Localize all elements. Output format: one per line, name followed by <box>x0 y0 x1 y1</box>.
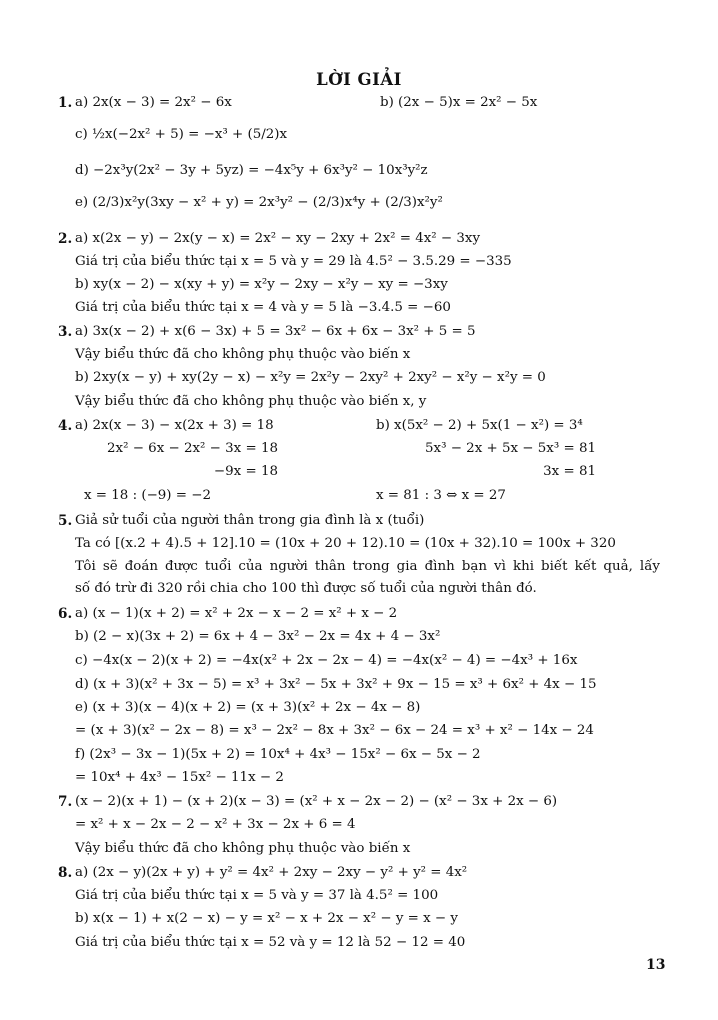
solution-line: Tôi sẽ đoán được tuổi của người thân trong gia đình bạn vì khi biết kết quả, lấy <box>75 559 660 574</box>
page-number: 13 <box>646 957 666 973</box>
solution-line: c) ½x(−2x² + 5) = −x³ + (5/2)x <box>75 127 288 142</box>
solution-line: Ta có [(x.2 + 4).5 + 12].10 = (10x + 20 + 12).10 = (10x + 32).10 = 100x + 320 <box>75 536 616 551</box>
solution-line: b) xy(x − 2) − x(xy + y) = x²y − 2xy − x²y − xy = −3xy <box>75 277 448 292</box>
solution-line: = x² + x − 2x − 2 − x² + 3x − 2x + 6 = 4 <box>75 817 356 832</box>
solution-line: a) 2x(x − 3) = 2x² − 6x <box>75 95 232 110</box>
solution-line: a) 2x(x − 3) − x(2x + 3) = 18 <box>75 418 274 433</box>
solution-line: a) 3x(x − 2) + x(6 − 3x) + 5 = 3x² − 6x + 6x − 3x² + 5 = 5 <box>75 324 476 339</box>
solution-line: a) (2x − y)(2x + y) + y² = 4x² + 2xy − 2xy − y² + y² = 4x² <box>75 865 468 880</box>
problem-number: 8. <box>58 865 73 881</box>
solution-line: Giá trị của biểu thức tại x = 52 và y = 12 là 52 − 12 = 40 <box>75 935 466 950</box>
solution-line: Vậy biểu thức đã cho không phụ thuộc vào biến x <box>75 347 411 362</box>
solution-line: 2x² − 6x − 2x² − 3x = 18 <box>107 441 278 456</box>
solution-line: b) x(5x² − 2) + 5x(1 − x²) = 3⁴ <box>376 418 583 433</box>
problem-number: 6. <box>58 606 73 622</box>
solution-line: Giá trị của biểu thức tại x = 5 và y = 29 là 4.5² − 3.5.29 = −335 <box>75 254 512 269</box>
solution-line: (x − 2)(x + 1) − (x + 2)(x − 3) = (x² + x − 2x − 2) − (x² − 3x + 2x − 6) <box>75 794 558 809</box>
solution-line: x = 18 : (−9) = −2 <box>84 488 212 503</box>
solution-line: b) x(x − 1) + x(2 − x) − y = x² − x + 2x − x² − y = x − y <box>75 911 458 926</box>
solution-line: e) (2/3)x²y(3xy − x² + y) = 2x³y² − (2/3)x⁴y + (2/3)x²y² <box>75 195 443 210</box>
problem-number: 4. <box>58 418 73 434</box>
solution-line: = (x + 3)(x² − 2x − 8) = x³ − 2x² − 8x + 3x² − 6x − 24 = x³ + x² − 14x − 24 <box>75 723 594 738</box>
solution-line: x = 81 : 3 ⇔ x = 27 <box>376 488 506 503</box>
solution-line: Giả sử tuổi của người thân trong gia đình là x (tuổi) <box>75 513 425 528</box>
solution-line: −9x = 18 <box>213 464 278 479</box>
solution-line: Vậy biểu thức đã cho không phụ thuộc vào biến x, y <box>75 394 427 409</box>
solution-line: f) (2x³ − 3x − 1)(5x + 2) = 10x⁴ + 4x³ − 15x² − 6x − 5x − 2 <box>75 747 481 762</box>
solution-line: 3x = 81 <box>543 464 596 479</box>
solution-line: Vậy biểu thức đã cho không phụ thuộc vào biến x <box>75 841 411 856</box>
solution-line: b) (2x − 5)x = 2x² − 5x <box>380 95 538 110</box>
solution-line: = 10x⁴ + 4x³ − 15x² − 11x − 2 <box>75 770 284 785</box>
solution-line: Giá trị của biểu thức tại x = 4 và y = 5 là −3.4.5 = −60 <box>75 300 451 315</box>
solution-line: a) (x − 1)(x + 2) = x² + 2x − x − 2 = x² + x − 2 <box>75 606 398 621</box>
problem-number: 1. <box>58 95 73 111</box>
solution-line: số đó trừ đi 320 rồi chia cho 100 thì được số tuổi của người thân đó. <box>75 581 537 596</box>
page-title: LỜI GIẢI <box>316 70 402 89</box>
problem-number: 3. <box>58 324 73 340</box>
problem-number: 5. <box>58 513 73 529</box>
solution-line: a) x(2x − y) − 2x(y − x) = 2x² − xy − 2xy + 2x² = 4x² − 3xy <box>75 231 481 246</box>
solution-line: b) 2xy(x − y) + xy(2y − x) − x²y = 2x²y − 2xy² + 2xy² − x²y − x²y = 0 <box>75 370 546 385</box>
solution-line: b) (2 − x)(3x + 2) = 6x + 4 − 3x² − 2x = 4x + 4 − 3x² <box>75 629 441 644</box>
solution-line: Giá trị của biểu thức tại x = 5 và y = 37 là 4.5² = 100 <box>75 888 439 903</box>
solution-line: e) (x + 3)(x − 4)(x + 2) = (x + 3)(x² + 2x − 4x − 8) <box>75 700 421 715</box>
solution-line: d) −2x³y(2x² − 3y + 5yz) = −4x⁵y + 6x³y² − 10x³y²z <box>75 163 428 178</box>
solution-line: c) −4x(x − 2)(x + 2) = −4x(x² + 2x − 2x − 4) = −4x(x² − 4) = −4x³ + 16x <box>75 653 578 668</box>
problem-number: 2. <box>58 231 73 247</box>
solution-line: 5x³ − 2x + 5x − 5x³ = 81 <box>425 441 596 456</box>
solution-line: d) (x + 3)(x² + 3x − 5) = x³ + 3x² − 5x + 3x² + 9x − 15 = x³ + 6x² + 4x − 15 <box>75 677 597 692</box>
problem-number: 7. <box>58 794 73 810</box>
